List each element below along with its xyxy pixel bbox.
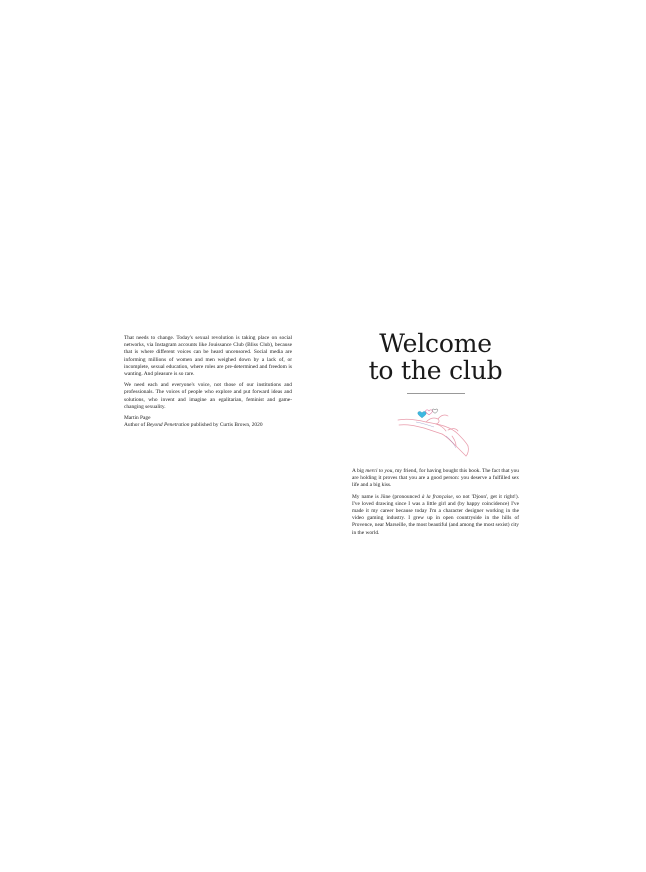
left-paragraph-2: We need each and everyone's voice, not those of our institutions and professionals. The voices of people who explore and put forward ideas and solutions, who invent and imagine an egalitarian, feminist and game-changing sexuality. <box>124 382 292 410</box>
hand-shading <box>416 422 456 448</box>
blue-heart-icon <box>417 412 425 418</box>
right-p1-suffix: , my friend, for having bought this book. The fact that you are holding it proves that you are a good person: you deserve a fulfilled sex life and a big kiss. <box>352 468 519 489</box>
right-p2-suffix: , so not 'Djoon', get it right!). I've loved drawing since I was a little girl and (by happy coincidence) I've made it my career because today I'm a character designer working in the video gaming industry. I grew up in open countryside in the hills of Provence, near Marseille, the most beautiful (and among the most sexist) city in the world. <box>352 493 519 536</box>
right-body <box>352 468 519 537</box>
page-title <box>352 330 519 384</box>
author-credit <box>124 422 292 429</box>
title-line-1: Welcome <box>379 329 492 358</box>
hand-sketch <box>398 415 468 456</box>
title-divider <box>407 393 465 394</box>
left-page <box>124 335 292 429</box>
author-credit-suffix: published by Curtis Brown, 2020 <box>189 422 263 429</box>
right-page <box>352 330 519 541</box>
left-paragraph-1: That needs to change. Today's sexual revolution is taking place on social networks, via Instagram accounts like Jouissance Club (Bliss Club), because that is where different voices can be heard uncensored. Social media are informing millions of women and men weighed down by a lack of, or incomplete, sexual education, where roles are pre-determined and freedom is wanting. And pleasure is so rare. <box>124 335 292 378</box>
title-line-2: to the club <box>368 356 503 385</box>
hand-with-hearts-illustration <box>396 406 476 458</box>
right-p1-prefix: A big <box>352 468 366 474</box>
right-paragraph-2 <box>352 494 519 537</box>
right-p2-prefix: My name is Jüne (pronounced <box>352 493 422 500</box>
pink-heart-icon <box>425 410 432 415</box>
right-paragraph-1 <box>352 468 519 490</box>
book-title: Beyond Penetration <box>146 422 190 429</box>
right-p2-italic: à la française <box>421 493 453 500</box>
author-credit-prefix: Author of <box>124 422 147 429</box>
outline-heart-icon <box>432 409 438 413</box>
author-name: Martin Page <box>124 415 151 422</box>
right-p1-italic: merci to you <box>365 468 393 474</box>
